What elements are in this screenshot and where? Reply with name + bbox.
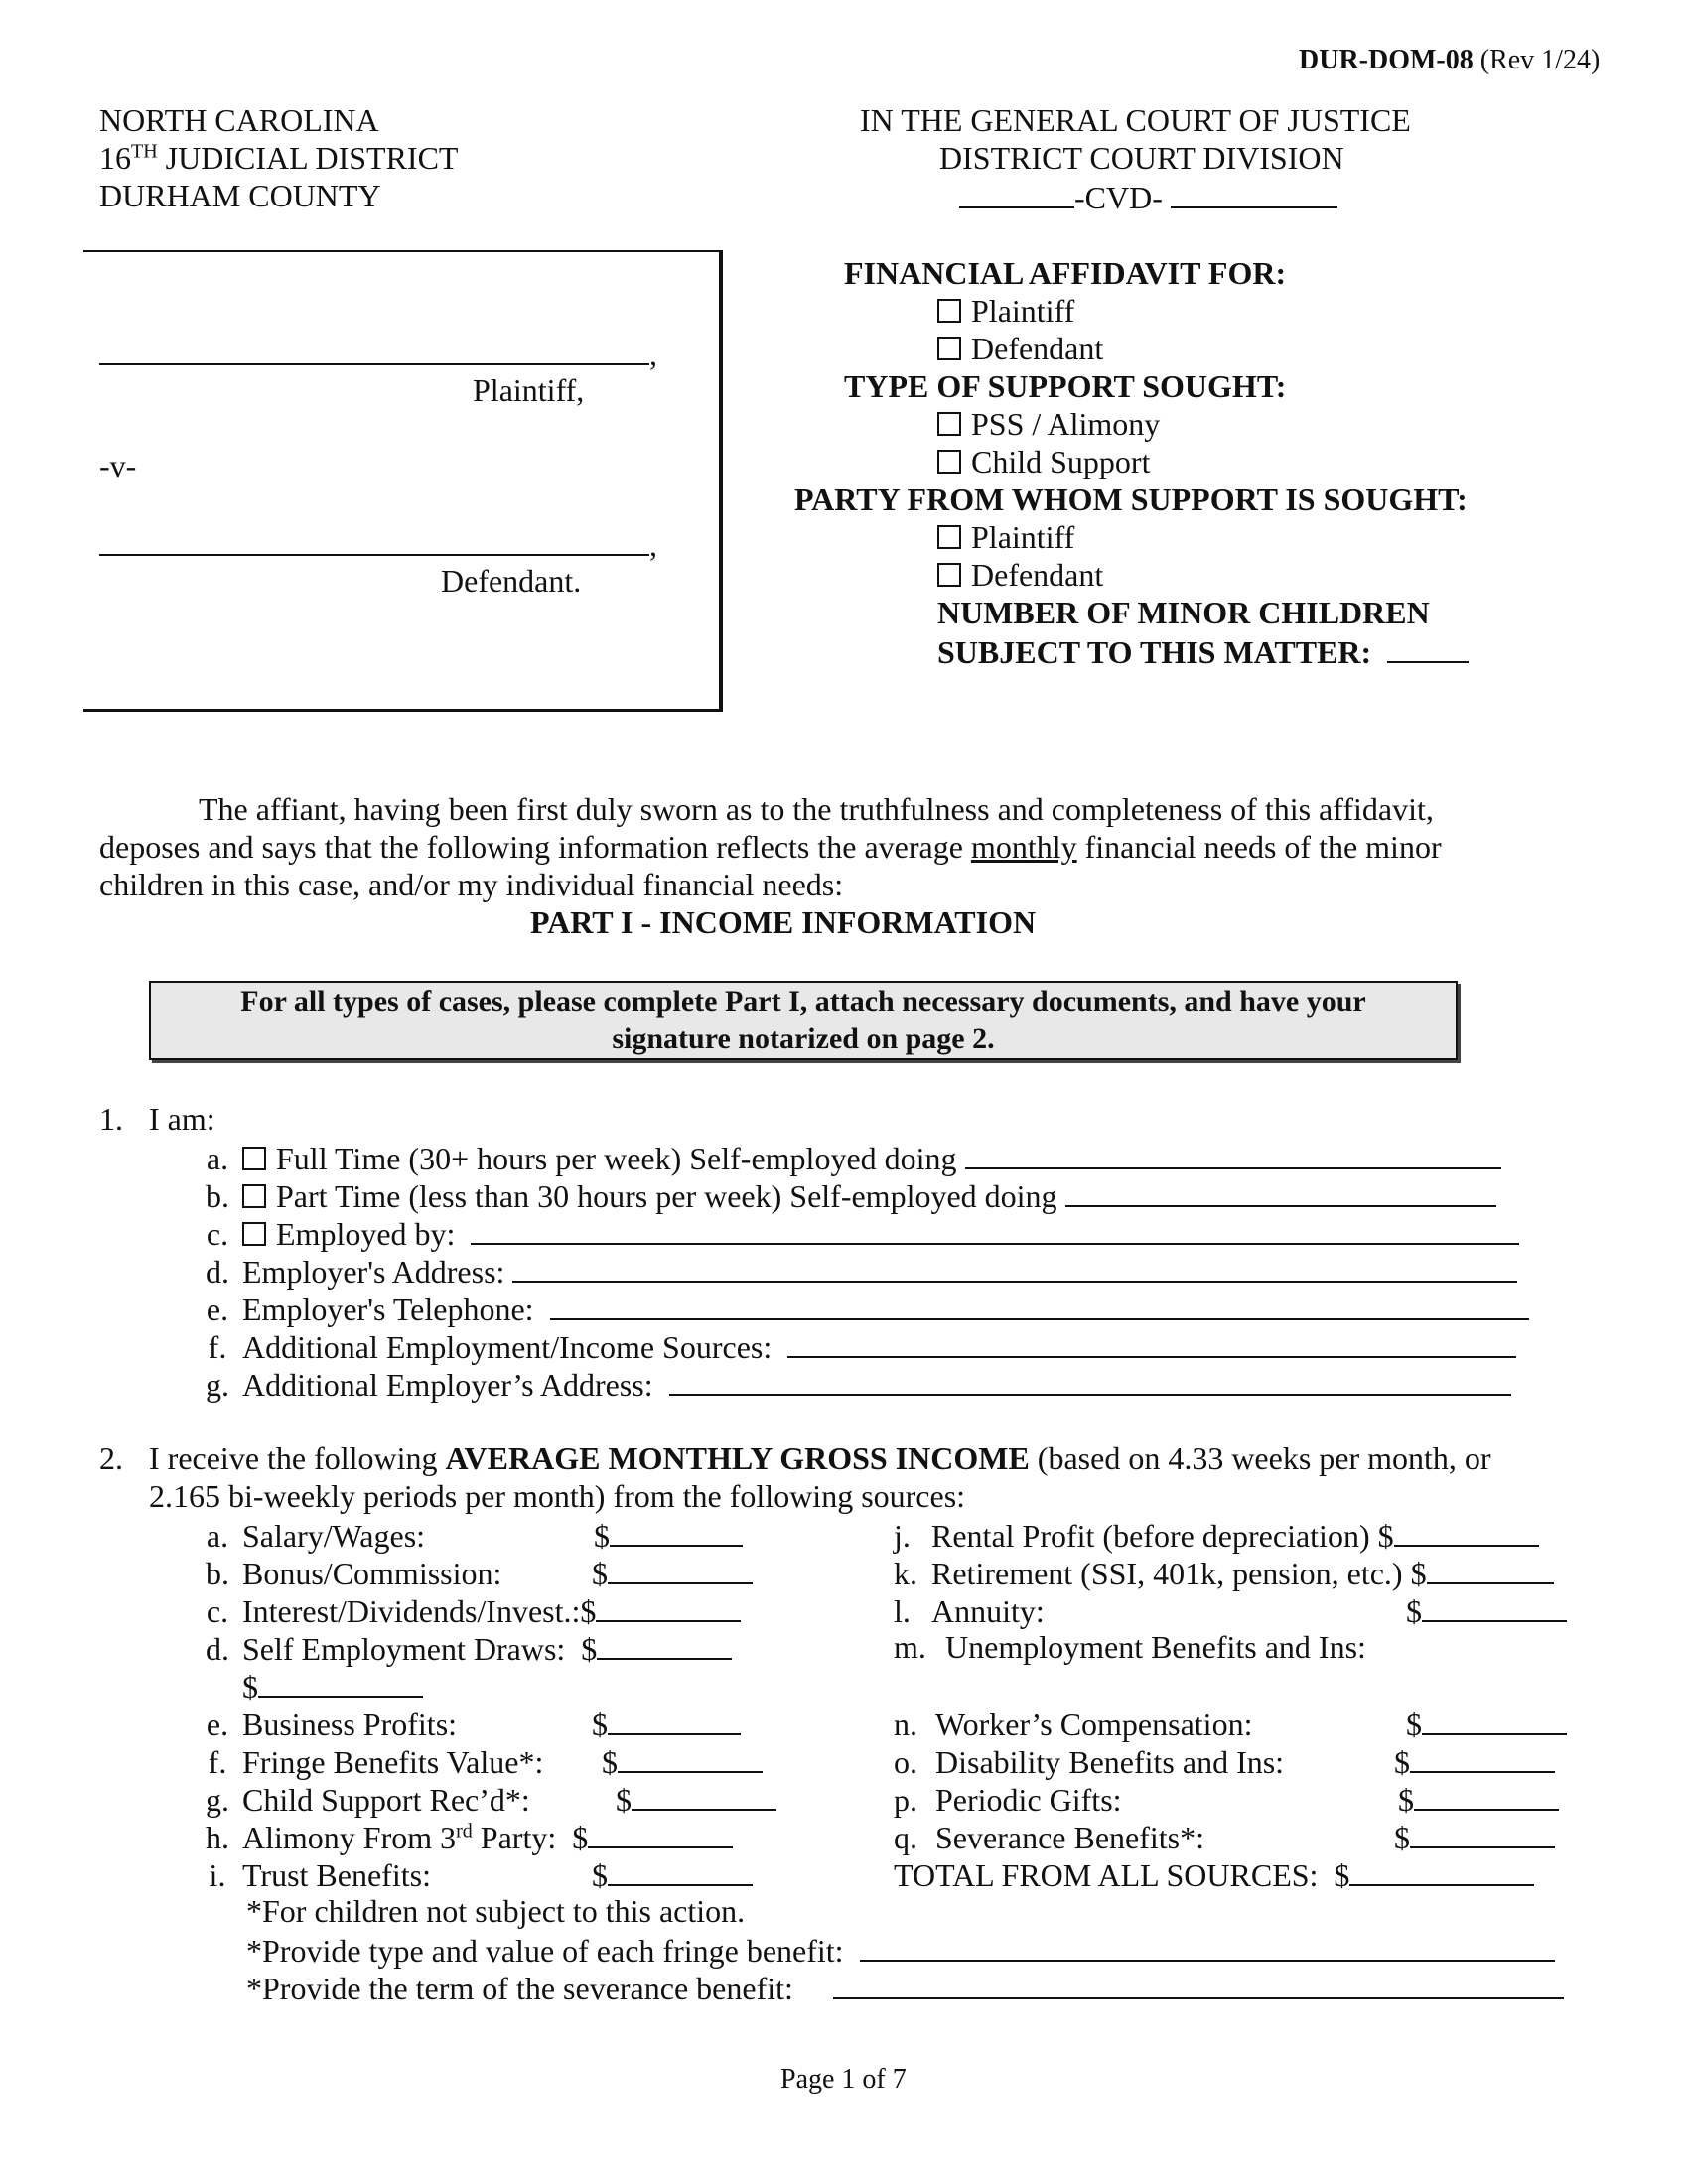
state-label: NORTH CAROLINA: [99, 102, 379, 138]
versus-label: -v-: [99, 448, 137, 483]
income-retirement: k. Retirement (SSI, 401k, pension, etc.) $: [894, 1553, 1554, 1590]
q1-item-c: c. Employed by:: [193, 1213, 1519, 1251]
income-trust-benefits: i. Trust Benefits: $: [193, 1854, 753, 1892]
q1-item-g: g. Additional Employer’s Address:: [193, 1364, 1511, 1402]
income-workers-compensation: n. Worker’s Compensation: $: [894, 1704, 1567, 1741]
affidavit-for-defendant[interactable]: Defendant: [937, 330, 1103, 367]
checkbox-icon[interactable]: [937, 337, 961, 360]
fringe-benefit-details-field[interactable]: [860, 1930, 1555, 1962]
court-label: IN THE GENERAL COURT OF JUSTICE: [860, 102, 1411, 138]
employer-address-field[interactable]: [512, 1251, 1517, 1283]
notice-line-2: signature notarized on page 2.: [612, 1023, 995, 1055]
salary-wages-amount[interactable]: [610, 1515, 743, 1547]
full-time-occupation-field[interactable]: [965, 1138, 1501, 1169]
q1-item-d: d. Employer's Address:: [193, 1251, 1517, 1289]
minor-children-line: SUBJECT TO THIS MATTER:: [937, 631, 1469, 671]
income-disability-benefits: o. Disability Benefits and Ins: $: [894, 1741, 1555, 1779]
severance-term-field[interactable]: [833, 1968, 1564, 1999]
income-periodic-gifts: p. Periodic Gifts: $: [894, 1779, 1559, 1817]
income-salary-wages: a. Salary/Wages: $: [193, 1515, 743, 1553]
bonus-commission-amount[interactable]: [608, 1553, 753, 1584]
income-alimony-third-party: h. Alimony From 3rd Party: $: [193, 1817, 733, 1854]
intro-line-2: deposes and says that the following information reflects the average monthly financial needs of the minor: [99, 829, 1442, 865]
retirement-amount[interactable]: [1427, 1553, 1554, 1584]
part-time-occupation-field[interactable]: [1065, 1175, 1496, 1207]
notice-line-1: For all types of cases, please complete Part I, attach necessary documents, and have your: [240, 985, 1366, 1018]
support-type-heading: TYPE OF SUPPORT SOUGHT:: [844, 368, 1287, 404]
alimony-third-party-amount[interactable]: [588, 1817, 733, 1848]
fringe-benefits-amount[interactable]: [618, 1741, 763, 1773]
income-annuity: l. Annuity: $: [894, 1590, 1567, 1628]
checkbox-icon[interactable]: [242, 1222, 266, 1246]
division-label: DISTRICT COURT DIVISION: [939, 140, 1344, 176]
file-number-line: -CVD-: [959, 177, 1337, 216]
affidavit-for-plaintiff[interactable]: Plaintiff: [937, 292, 1074, 330]
additional-employer-address-field[interactable]: [669, 1364, 1511, 1396]
plaintiff-name-field[interactable]: [99, 334, 649, 365]
income-self-employment-draws-cont: $: [242, 1666, 423, 1704]
interest-dividends-amount[interactable]: [596, 1590, 741, 1622]
question-2-line-1: 2. I receive the following AVERAGE MONTHLY GROSS INCOME (based on 4.33 weeks per month, or: [99, 1440, 1491, 1476]
plaintiff-label: Plaintiff,: [473, 372, 585, 408]
minor-children-heading: NUMBER OF MINOR CHILDREN: [937, 595, 1430, 630]
support-type-child-support[interactable]: Child Support: [937, 443, 1150, 480]
district-label: 16TH JUDICIAL DISTRICT: [99, 140, 459, 176]
child-support-received-amount[interactable]: [632, 1779, 776, 1811]
checkbox-icon[interactable]: [937, 525, 961, 549]
checkbox-icon[interactable]: [937, 299, 961, 323]
additional-income-sources-field[interactable]: [787, 1326, 1516, 1358]
periodic-gifts-amount[interactable]: [1414, 1779, 1559, 1811]
q1-item-f: f. Additional Employment/Income Sources:: [193, 1326, 1516, 1364]
income-self-employment-draws: d. Self Employment Draws: $: [193, 1628, 732, 1666]
total-income-amount[interactable]: [1349, 1854, 1534, 1886]
defendant-label: Defendant.: [441, 563, 582, 599]
note-fringe-benefit: *Provide type and value of each fringe benefit:: [246, 1930, 1555, 1968]
income-severance-benefits: q. Severance Benefits*: $: [894, 1817, 1555, 1854]
file-number-field[interactable]: [1171, 177, 1337, 208]
intro-line-1: The affiant, having been first duly sworn as to the truthfulness and completeness of this affidavit,: [199, 791, 1434, 827]
intro-line-3: children in this case, and/or my individual financial needs:: [99, 867, 844, 902]
support-party-defendant[interactable]: Defendant: [937, 556, 1103, 594]
county-label: DURHAM COUNTY: [99, 178, 381, 213]
note-children: *For children not subject to this action.: [246, 1893, 746, 1929]
form-id: DUR-DOM-08 (Rev 1/24): [1299, 45, 1601, 75]
income-bonus-commission: b. Bonus/Commission: $: [193, 1553, 753, 1590]
case-caption-box: [83, 250, 723, 712]
employer-name-field[interactable]: [471, 1213, 1519, 1245]
income-unemployment: m. Unemployment Benefits and Ins:: [894, 1629, 1366, 1665]
note-severance-term: *Provide the term of the severance benefit:: [246, 1968, 1564, 2005]
q1-item-e: e. Employer's Telephone:: [193, 1289, 1529, 1326]
checkbox-icon[interactable]: [937, 563, 961, 587]
question-1-heading: 1. I am:: [99, 1101, 215, 1137]
income-total: TOTAL FROM ALL SOURCES: $: [894, 1854, 1534, 1892]
business-profits-amount[interactable]: [608, 1704, 741, 1735]
self-employment-draws-amount[interactable]: [597, 1628, 732, 1660]
affidavit-for-heading: FINANCIAL AFFIDAVIT FOR:: [844, 255, 1287, 291]
checkbox-icon[interactable]: [242, 1184, 266, 1208]
file-year-field[interactable]: [959, 177, 1074, 208]
support-type-pss-alimony[interactable]: PSS / Alimony: [937, 405, 1160, 443]
defendant-name-field[interactable]: [99, 524, 649, 556]
plaintiff-name-line: ,: [99, 334, 657, 373]
disability-benefits-amount[interactable]: [1410, 1741, 1555, 1773]
instructions-notice: [149, 981, 1458, 1060]
support-party-plaintiff[interactable]: Plaintiff: [937, 518, 1074, 556]
checkbox-icon[interactable]: [242, 1147, 266, 1170]
q1-item-b: b. Part Time (less than 30 hours per week) Self-employed doing: [193, 1175, 1496, 1213]
defendant-name-line: ,: [99, 524, 657, 564]
q1-item-a: a. Full Time (30+ hours per week) Self-employed doing: [193, 1138, 1501, 1175]
income-fringe-benefits: f. Fringe Benefits Value*: $: [193, 1741, 763, 1779]
annuity-amount[interactable]: [1422, 1590, 1567, 1622]
income-business-profits: e. Business Profits: $: [193, 1704, 741, 1741]
checkbox-icon[interactable]: [937, 412, 961, 436]
self-employment-draws-amount-2[interactable]: [258, 1666, 423, 1698]
income-child-support-received: g. Child Support Rec’d*: $: [193, 1779, 776, 1817]
part-1-title: PART I - INCOME INFORMATION: [530, 904, 1037, 940]
minor-children-count-field[interactable]: [1387, 631, 1469, 663]
workers-compensation-amount[interactable]: [1422, 1704, 1567, 1735]
employer-telephone-field[interactable]: [550, 1289, 1529, 1320]
severance-benefits-amount[interactable]: [1410, 1817, 1555, 1848]
rental-profit-amount[interactable]: [1394, 1515, 1539, 1547]
income-interest-dividends: c. Interest/Dividends/Invest.:$: [193, 1590, 741, 1628]
checkbox-icon[interactable]: [937, 450, 961, 474]
question-2-line-2: 2.165 bi-weekly periods per month) from the following sources:: [149, 1478, 966, 1514]
page-number: Page 1 of 7: [780, 2064, 907, 2095]
trust-benefits-amount[interactable]: [608, 1854, 753, 1886]
income-rental-profit: j. Rental Profit (before depreciation) $: [894, 1515, 1539, 1553]
support-party-heading: PARTY FROM WHOM SUPPORT IS SOUGHT:: [794, 481, 1468, 517]
